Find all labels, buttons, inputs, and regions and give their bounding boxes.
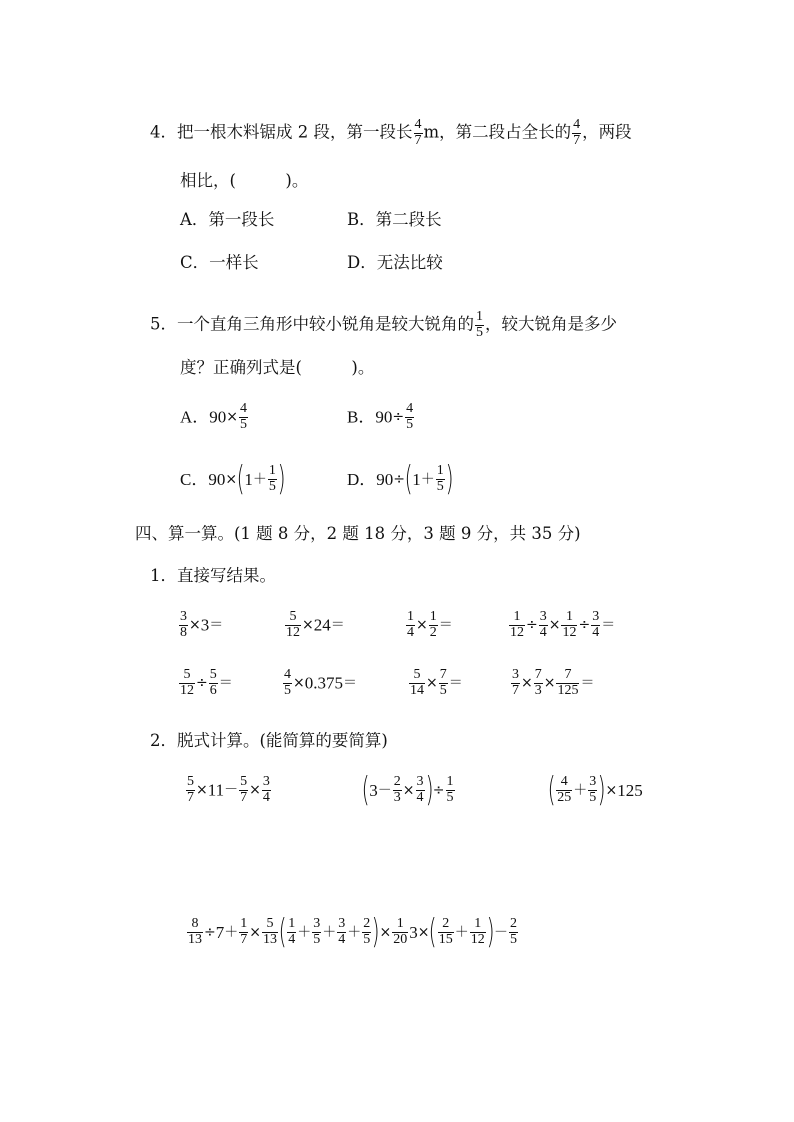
q5-line1 [150,310,617,340]
calc-row-2 [186,912,519,952]
calc-expr-2: (3－ $\frac{2}{3}$ × $\frac{3}{4}$ )÷ $\frac{1}{5}$ [361,770,454,810]
fraction: $\frac{1}{5}$ [268,463,276,494]
direct-r1c4: $\frac{1}{12}$ ÷ $\frac{3}{4}$ × $\frac{1}{12}$ ÷ $\frac{3}{4}$ ＝ [510,609,616,640]
q5-option-d: D．90÷(1＋ $\frac{1}{5}$ ) [347,459,454,499]
part1-title: 1．直接写结果。 [150,566,276,585]
section4-heading: 四、算一算。(1 题 8 分，2 题 18 分，3 题 9 分，共 35 分) [135,524,581,543]
q4-unit: m，第二段占全长的 [423,122,572,142]
fraction: $\frac{1}{5}$ [436,463,444,494]
q4-option-c: C．一样长 [180,253,259,272]
calc-expr-5: ( $\frac{1}{4}$ ＋ $\frac{3}{5}$ ＋ $\frac{3}{4}$ ＋ $\frac{2}{5}$ )× $\frac{1}{20}$ [278,912,408,952]
q5-line2: 度？正确列式是( )。 [180,358,375,377]
fraction: $\frac{4}{7}$ [573,117,581,148]
q5-option-c: C．90×(1＋ $\frac{1}{5}$ ) [180,459,286,499]
q5-option-b: B．90÷ $\frac{4}{5}$ [347,401,414,432]
direct-r2c4: $\frac{3}{7}$ × $\frac{7}{3}$ × $\frac{7}{125}$ ＝ [512,667,595,698]
q4-line2: 相比，( )。 [180,171,309,190]
calc-expr-4: $\frac{8}{13}$ ÷7＋ $\frac{1}{7}$ × $\frac{5}{13}$ [188,916,277,947]
direct-r1c2: $\frac{5}{12}$ ×24＝ [286,609,345,640]
q5-number: 5． [150,314,177,334]
fraction: $\frac{4}{7}$ [414,117,422,148]
fraction: $\frac{1}{5}$ [476,309,483,340]
q5-text-a: 一个直角三角形中较小锐角是较大锐角的 [177,314,474,334]
q4-option-d: D．无法比较 [347,253,443,272]
calc-expr-3: ( $\frac{4}{25}$ ＋ $\frac{3}{5}$ )×125 [547,770,643,810]
q4-text-a: 把一根木料锯成 2 段，第一段长 [177,122,413,142]
calc-expr-1: $\frac{5}{7}$ ×11－ $\frac{5}{7}$ × $\frac{3}{4}$ [187,774,270,805]
fraction: $\frac{4}{5}$ [406,401,414,432]
q4-option-b: B．第二段长 [347,210,442,229]
q4-option-a: A．第一段长 [180,210,275,229]
calc-expr-6: 3×( $\frac{2}{15}$ ＋ $\frac{1}{12}$ )－ $\frac{2}{5}$ [409,912,517,952]
direct-r2c1: $\frac{5}{12}$ ÷ $\frac{5}{6}$ ＝ [180,667,233,698]
q4-number: 4． [150,122,177,142]
direct-r2c2: $\frac{4}{5}$ ×0.375＝ [284,667,357,698]
q4-line1 [150,118,632,148]
q5-option-a: A．90× $\frac{4}{5}$ [180,401,248,432]
fraction: $\frac{4}{5}$ [240,401,248,432]
direct-r1c1: $\frac{3}{8}$ ×3＝ [180,609,224,640]
q5-text-b: ，较大锐角是多少 [485,314,617,334]
direct-r1c3: $\frac{1}{4}$ × $\frac{1}{2}$ ＝ [407,609,453,640]
q4-text-b: ，两段 [582,122,632,142]
direct-r2c3: $\frac{5}{14}$ × $\frac{7}{5}$ ＝ [410,667,463,698]
part2-title: 2．脱式计算。(能简算的要简算) [150,731,388,750]
